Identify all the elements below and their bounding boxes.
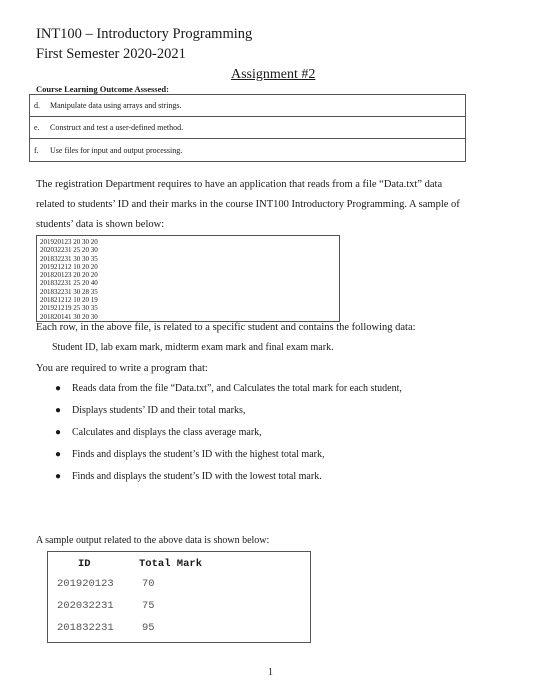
task-text: Finds and displays the student’s ID with the lowest total mark. — [72, 471, 322, 482]
fields-description: Student ID, lab exam mark, midterm exam mark and final exam mark. — [52, 342, 334, 353]
output-total: 95 — [142, 622, 155, 634]
task-list — [52, 378, 402, 488]
bullet-icon: ● — [55, 449, 62, 460]
requirements-intro: You are required to write a program that: — [36, 363, 208, 374]
bullet-icon: ● — [55, 427, 62, 438]
intro-line: The registration Department requires to have an application that reads from a file “Data.txt” data — [36, 179, 443, 190]
clo-row — [30, 139, 465, 161]
task-item — [52, 466, 402, 488]
assignment-title: Assignment #2 — [231, 67, 316, 82]
output-total: 70 — [142, 578, 155, 590]
task-text: Calculates and displays the class average mark, — [72, 427, 262, 438]
sample-output-intro: A sample output related to the above data is shown below: — [36, 535, 270, 546]
clo-text: Manipulate data using arrays and strings. — [50, 101, 182, 110]
bullet-icon: ● — [55, 383, 62, 394]
clo-row — [30, 95, 465, 117]
clo-letter: d. — [34, 101, 40, 110]
clo-table — [29, 94, 466, 162]
sample-data-row: 201921212 10 20 20 — [40, 262, 98, 271]
page-number: 1 — [268, 667, 273, 678]
task-text: Finds and displays the student’s ID with the highest total mark, — [72, 449, 325, 460]
clo-letter: e. — [34, 123, 40, 132]
task-text: Reads data from the file “Data.txt”, and Calculates the total mark for each student, — [72, 383, 402, 394]
sample-data-row: 201820123 20 20 20 — [40, 271, 98, 280]
output-total: 75 — [142, 600, 155, 612]
output-header-id: ID — [78, 558, 91, 570]
sample-data-row: 201832231 25 20 40 — [40, 279, 98, 288]
output-id: 201920123 — [57, 578, 114, 590]
sample-data-row: 201832231 30 30 35 — [40, 254, 98, 263]
clo-heading: Course Learning Outcome Assessed: — [36, 84, 169, 94]
bullet-icon: ● — [55, 471, 62, 482]
output-id: 201832231 — [57, 622, 114, 634]
sample-data-row: 201820141 30 20 30 — [40, 312, 98, 321]
clo-letter: f. — [34, 145, 39, 155]
output-id: 202032231 — [57, 600, 114, 612]
sample-data-row: 202032231 25 20 30 — [40, 246, 98, 255]
sample-data-row: 201821212 10 20 19 — [40, 296, 98, 305]
intro-line: related to students’ ID and their marks in the course INT100 Introductory Programming. A sample of — [36, 199, 460, 210]
task-item — [52, 400, 402, 422]
sample-data-row: 201920123 20 30 20 — [40, 238, 98, 246]
course-title: INT100 – Introductory Programming — [36, 26, 253, 42]
clo-row — [30, 117, 465, 139]
intro-line: students’ data is shown below: — [36, 219, 165, 230]
task-item — [52, 422, 402, 444]
semester-label: First Semester 2020-2021 — [36, 46, 186, 62]
task-item — [52, 378, 402, 400]
sample-data-box — [36, 235, 340, 322]
bullet-icon: ● — [55, 405, 62, 416]
sample-data-row: 201832231 30 28 35 — [40, 287, 98, 296]
sample-output-box — [47, 551, 311, 643]
clo-text: Construct and test a user-defined method. — [50, 123, 184, 132]
intro-paragraph — [36, 175, 526, 235]
task-text: Displays students’ ID and their total marks, — [72, 405, 246, 416]
task-item — [52, 444, 402, 466]
sample-data-row: 201921219 25 30 35 — [40, 304, 98, 313]
output-header-total: Total Mark — [139, 558, 203, 570]
clo-text: Use files for input and output processing. — [50, 145, 183, 155]
row-description: Each row, in the above file, is related to a specific student and contains the following data: — [36, 322, 416, 333]
